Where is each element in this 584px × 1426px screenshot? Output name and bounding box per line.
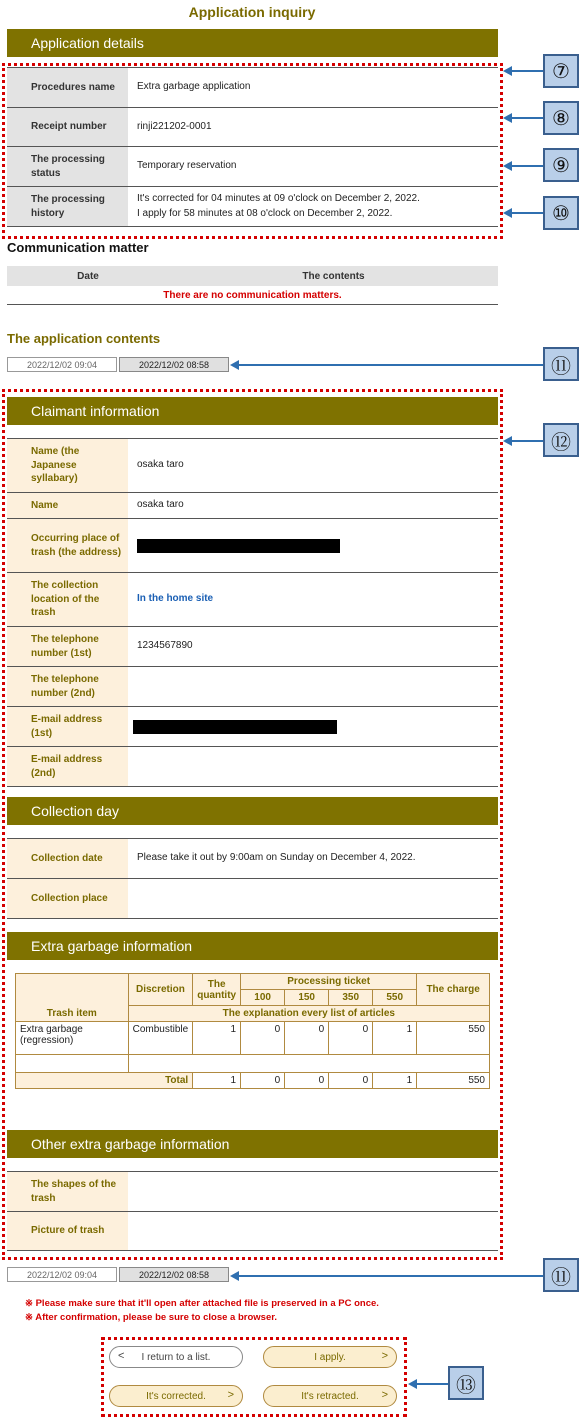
details-label: Procedures name	[7, 68, 128, 107]
history-line: It's corrected for 04 minutes at 09 o'clock on December 2, 2022.	[137, 193, 420, 204]
collection-day-header: Collection day	[7, 797, 498, 825]
claimant-value: 1234567890	[137, 640, 193, 652]
callout-11-bottom: ⑪	[543, 1258, 579, 1292]
collection-row	[7, 839, 498, 879]
claimant-label: E-mail address (2nd)	[7, 747, 128, 786]
claimant-row	[7, 627, 498, 667]
communication-header	[7, 266, 498, 286]
arrow-head-icon	[503, 113, 512, 123]
claimant-value: osaka taro	[137, 459, 184, 471]
callout-13: ⑬	[448, 1366, 484, 1400]
claimant-information-header: Claimant information	[7, 397, 498, 425]
claimant-row	[7, 439, 498, 493]
total-350: 0	[329, 1073, 373, 1089]
callout-9: ⑨	[543, 148, 579, 182]
application-details-header: Application details	[7, 29, 498, 57]
arrow-head-icon	[503, 161, 512, 171]
claimant-value	[128, 747, 137, 786]
total-150: 0	[285, 1073, 329, 1089]
no-communication-message: There are no communication matters.	[163, 290, 342, 301]
claimant-value	[128, 707, 337, 746]
quantity-cell: 1	[193, 1022, 241, 1055]
total-quantity: 1	[193, 1073, 241, 1089]
callout-11: ⑪	[543, 347, 579, 381]
details-value: rinji221202-0001	[137, 120, 212, 132]
apply-button[interactable]	[263, 1346, 397, 1368]
collection-label: Collection date	[7, 839, 128, 878]
ticket-550-cell: 1	[373, 1022, 417, 1055]
claimant-table	[7, 438, 498, 787]
discretion-cell: Combustible	[128, 1022, 193, 1055]
details-row	[7, 68, 498, 108]
total-100: 0	[241, 1073, 285, 1089]
details-row	[7, 108, 498, 147]
callout-arrow	[511, 165, 543, 167]
ticket-350-cell: 0	[329, 1022, 373, 1055]
other-value	[128, 1212, 137, 1250]
details-table	[7, 67, 498, 227]
redacted-address	[137, 539, 340, 553]
notice-line: ※ Please make sure that it'll open after attached file is preserved in a PC once.	[25, 1298, 379, 1309]
arrow-head-icon	[503, 436, 512, 446]
collection-table	[7, 838, 498, 919]
claimant-label: Name	[7, 493, 128, 518]
correct-label: It's corrected.	[146, 1390, 206, 1402]
details-label: The processing status	[7, 147, 128, 186]
th-ticket-100: 100	[241, 990, 285, 1006]
details-history	[128, 187, 420, 226]
arrow-head-icon	[408, 1379, 417, 1389]
details-label: The processing history	[7, 187, 128, 226]
other-row	[7, 1212, 498, 1251]
collection-value	[128, 879, 137, 918]
callout-10: ⑩	[543, 196, 579, 230]
return-to-list-button[interactable]	[109, 1346, 243, 1368]
col-date: Date	[77, 271, 99, 282]
details-row	[7, 187, 498, 227]
claimant-label: Name (the Japanese syllabary)	[7, 439, 128, 492]
claimant-label: The telephone number (2nd)	[7, 667, 128, 706]
ticket-150-cell: 0	[285, 1022, 329, 1055]
ticket-100-cell: 0	[241, 1022, 285, 1055]
charge-cell: 550	[417, 1022, 490, 1055]
arrow-head-icon	[503, 208, 512, 218]
callout-arrow	[416, 1383, 448, 1385]
total-charge: 550	[417, 1073, 490, 1089]
redacted-email	[133, 720, 337, 734]
extra-garbage-header: Extra garbage information	[7, 932, 498, 960]
page-title: Application inquiry	[188, 4, 316, 20]
version-date-button-selected[interactable]: 2022/12/02 08:58	[119, 357, 229, 372]
arrow-head-icon	[503, 66, 512, 76]
details-value: Extra garbage application	[137, 81, 251, 93]
claimant-label: E-mail address (1st)	[7, 707, 128, 746]
apply-label: I apply.	[314, 1351, 346, 1363]
other-extra-garbage-header: Other extra garbage information	[7, 1130, 498, 1158]
arrow-head-icon	[230, 1271, 239, 1281]
th-quantity: The quantity	[193, 974, 241, 1006]
claimant-row	[7, 747, 498, 787]
other-table	[7, 1171, 498, 1251]
collection-label: Collection place	[7, 879, 128, 918]
other-label: Picture of trash	[7, 1212, 128, 1250]
callout-7: ⑦	[543, 54, 579, 88]
callout-arrow	[238, 1275, 543, 1277]
version-date-button[interactable]: 2022/12/02 09:04	[7, 1267, 117, 1282]
chevron-right-icon: >	[381, 1389, 388, 1401]
details-row	[7, 147, 498, 187]
callout-arrow	[511, 117, 543, 119]
claimant-row	[7, 519, 498, 573]
th-ticket-150: 150	[285, 990, 329, 1006]
notice-line: ※ After confirmation, please be sure to close a browser.	[25, 1312, 278, 1323]
claimant-label: Occurring place of trash (the address)	[7, 519, 128, 572]
claimant-row	[7, 707, 498, 747]
callout-arrow	[511, 440, 543, 442]
collection-location-link[interactable]: In the home site	[137, 593, 214, 605]
other-value	[128, 1172, 137, 1211]
callout-arrow	[238, 364, 543, 366]
th-charge: The charge	[417, 974, 490, 1006]
th-ticket-350: 350	[329, 990, 373, 1006]
details-value: Temporary reservation	[137, 160, 237, 172]
other-label: The shapes of the trash	[7, 1172, 128, 1211]
extra-garbage-table	[15, 973, 490, 1089]
th-trash-item: Trash item	[16, 974, 129, 1022]
explanation-cell	[128, 1055, 489, 1073]
claimant-label: The telephone number (1st)	[7, 627, 128, 666]
arrow-head-icon	[230, 360, 239, 370]
chevron-right-icon: >	[227, 1389, 234, 1401]
collection-row	[7, 879, 498, 919]
retract-label: It's retracted.	[301, 1390, 359, 1402]
claimant-value: osaka taro	[137, 499, 184, 511]
total-550: 1	[373, 1073, 417, 1089]
other-row	[7, 1172, 498, 1212]
col-contents: The contents	[302, 271, 365, 282]
claimant-value	[128, 519, 340, 572]
communication-title: Communication matter	[7, 240, 149, 255]
extra-garbage-table-wrap	[15, 973, 490, 1089]
callout-arrow	[511, 70, 543, 72]
callout-arrow	[511, 212, 543, 214]
claimant-value	[128, 667, 137, 706]
correct-button[interactable]	[109, 1385, 243, 1407]
version-date-button[interactable]: 2022/12/02 09:04	[7, 357, 117, 372]
total-label: Total	[16, 1073, 193, 1089]
details-label: Receipt number	[7, 108, 128, 146]
th-explanation: The explanation every list of articles	[128, 1006, 489, 1022]
retract-button[interactable]	[263, 1385, 397, 1407]
claimant-label: The collection location of the trash	[7, 573, 128, 626]
claimant-row	[7, 573, 498, 627]
th-processing-ticket: Processing ticket	[241, 974, 417, 990]
th-ticket-550: 550	[373, 990, 417, 1006]
contents-title: The application contents	[7, 331, 161, 346]
claimant-row	[7, 493, 498, 519]
trash-item-spacer	[16, 1055, 129, 1073]
chevron-left-icon: <	[118, 1350, 125, 1362]
collection-value: Please take it out by 9:00am on Sunday on December 4, 2022.	[137, 852, 416, 864]
history-line: I apply for 58 minutes at 08 o'clock on December 2, 2022.	[137, 207, 393, 219]
communication-divider	[7, 304, 498, 305]
callout-12: ⑫	[543, 423, 579, 457]
callout-8: ⑧	[543, 101, 579, 135]
chevron-right-icon: >	[381, 1350, 388, 1362]
trash-item-cell: Extra garbage (regression)	[16, 1022, 129, 1055]
return-to-list-label: I return to a list.	[141, 1351, 211, 1363]
th-discretion: Discretion	[128, 974, 193, 1006]
claimant-row	[7, 667, 498, 707]
version-date-button-selected[interactable]: 2022/12/02 08:58	[119, 1267, 229, 1282]
